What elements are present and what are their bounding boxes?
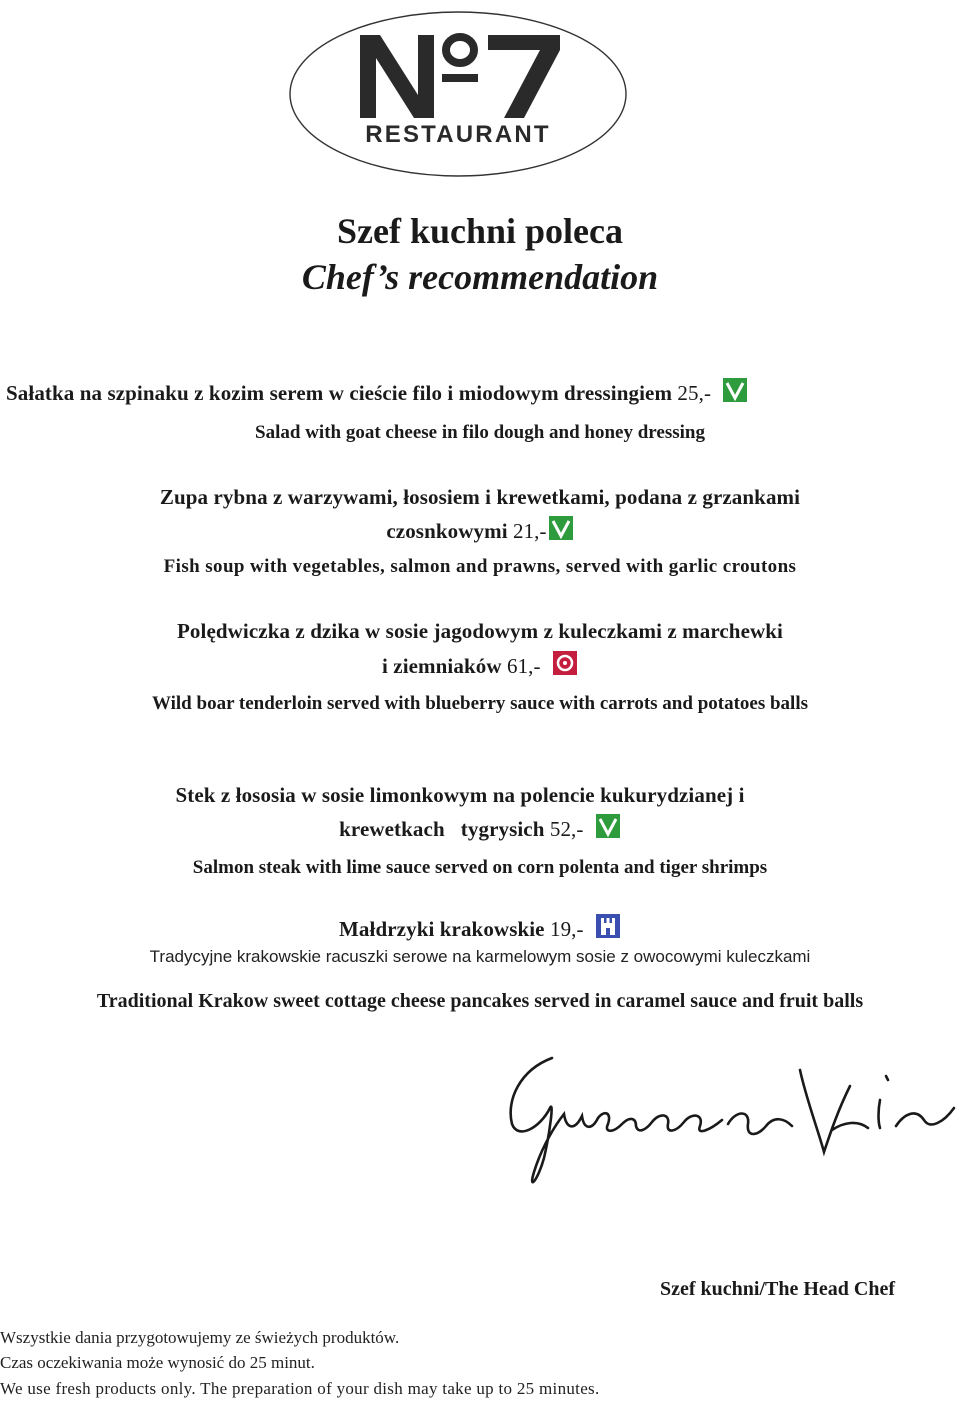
dish-1-title: Sałatka na szpinaku z kozim serem w cieście filo i miodowym dressingiem	[6, 381, 673, 405]
dish-4-price: 52,-	[549, 817, 584, 841]
page-title: Szef kuchni poleca	[336, 211, 623, 251]
game-meat-icon	[552, 650, 578, 676]
dish-1-name-en: Salad with goat cheese in filo dough and honey dressing	[255, 422, 705, 443]
footer-line-3: We use fresh products only. The preparation of your dish may take up to 25 minutes.	[0, 1379, 600, 1398]
signature-caption: Szef kuchni/The Head Chef	[660, 1278, 896, 1300]
vegetarian-icon	[548, 515, 574, 541]
dish-1-name-pl	[6, 377, 748, 406]
logo-emblem	[288, 10, 628, 185]
footer-line-2: Czas oczekiwania może wynosić do 25 minut.	[0, 1353, 315, 1372]
dish-3-title-cont: i ziemniaków	[382, 654, 502, 678]
dish-4-title-cont: krewetkach tygrysich	[339, 817, 545, 841]
dish-2-price: 21,-	[512, 519, 547, 543]
dish-3-name-pl-line1: Polędwiczka z dzika w sosie jagodowym z kuleczkami z marchewki	[176, 619, 783, 643]
dish-3-name-pl-line2	[0, 650, 960, 679]
krakow-regional-icon	[595, 913, 621, 939]
footer-line-1: Wszystkie dania przygotowujemy ze świeżych produktów.	[0, 1328, 400, 1347]
restaurant-logo	[288, 10, 628, 185]
dish-4-name-pl-line1: Stek z łososia w sosie limonkowym na polencie kukurydzianej i	[175, 783, 745, 807]
dish-3-price: 61,-	[506, 654, 541, 678]
dish-5-title: Małdrzyki krakowskie	[339, 917, 545, 941]
dish-5-price: 19,-	[549, 917, 584, 941]
dish-5-name-pl	[0, 913, 960, 942]
logo-word: RESTAURANT	[365, 121, 551, 148]
page-subtitle: Chef’s recommendation	[301, 257, 659, 297]
dish-2-name-pl-line1: Zupa rybna z warzywami, łososiem i krewetkami, podana z grzankami	[159, 485, 801, 509]
dish-3-name-en: Wild boar tenderloin served with blueberry sauce with carrots and potatoes balls	[151, 693, 809, 714]
dish-4-name-pl-line2	[0, 813, 960, 842]
dish-5-name-en: Traditional Krakow sweet cottage cheese pancakes served in caramel sauce and fruit balls	[96, 990, 864, 1012]
dish-5-description-pl: Tradycyjne krakowskie racuszki serowe na karmelowym sosie z owocowymi kuleczkami	[149, 947, 811, 966]
dish-1-price: 25,-	[677, 381, 712, 405]
vegetarian-icon	[595, 813, 621, 839]
dish-2-name-pl-line2	[0, 515, 960, 544]
dish-4-name-en: Salmon steak with lime sauce served on corn polenta and tiger shrimps	[192, 857, 768, 878]
vegetarian-icon	[722, 377, 748, 403]
dish-2-name-en: Fish soup with vegetables, salmon and prawns, served with garlic croutons	[163, 556, 797, 577]
chef-signature	[500, 1040, 960, 1210]
dish-2-title-cont: czosnkowymi	[386, 519, 508, 543]
